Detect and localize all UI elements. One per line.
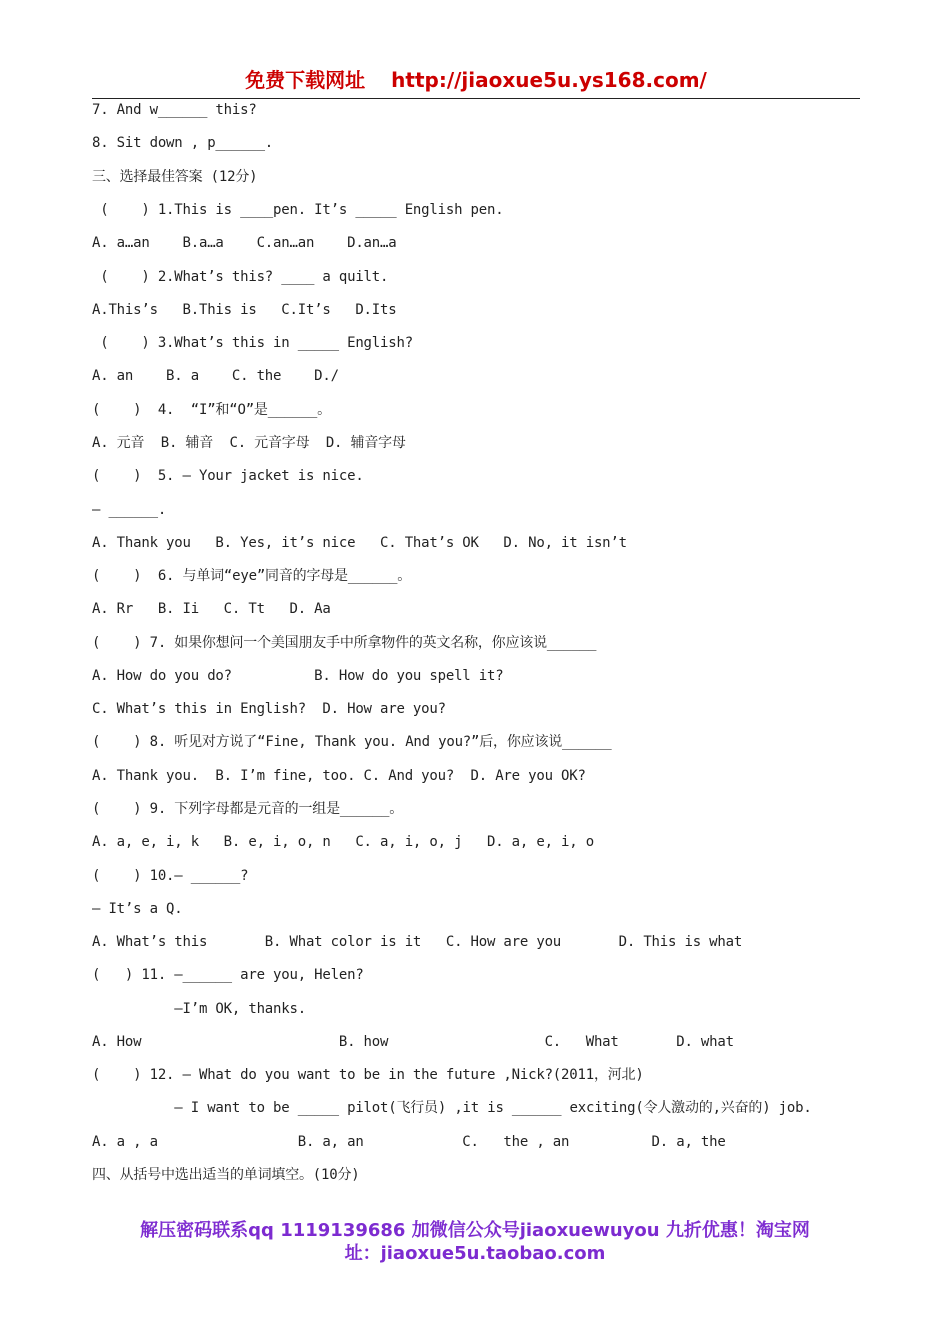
mc-question-5-reply: — ______. <box>92 502 167 518</box>
mc-question-4: ( ) 4. “I”和“O”是______。 <box>92 402 331 418</box>
mc-options-1: A. a…an B.a…a C.an…an D.an…a <box>92 235 397 251</box>
mc-options-10: A. What’s this B. What color is it C. How are you D. This is what <box>92 934 743 950</box>
mc-options-4: A. 元音 B. 辅音 C. 元音字母 D. 辅音字母 <box>92 435 406 451</box>
mc-question-12-reply: — I want to be _____ pilot(飞行员) ,it is ______ exciting(令人激动的,兴奋的) job. <box>92 1100 812 1116</box>
mc-question-11: ( ) 11. —______ are you, Helen? <box>92 967 364 983</box>
mc-question-7: ( ) 7. 如果你想问一个美国朋友手中所拿物件的英文名称，你应该说______ <box>92 635 597 651</box>
question-8-fill: 8. Sit down , p______. <box>92 135 274 151</box>
mc-options-7a: A. How do you do? B. How do you spell it? <box>92 668 504 684</box>
mc-options-2: A.This’s B.This is C.It’s D.Its <box>92 302 397 318</box>
mc-options-12: A. a , a B. a, an C. the , an D. a, the <box>92 1134 726 1150</box>
mc-question-12: ( ) 12. — What do you want to be in the future ,Nick?(2011，河北) <box>92 1067 644 1083</box>
header-label: 免费下载网址 <box>245 68 366 92</box>
mc-options-6: A. Rr B. Ii C. Tt D. Aa <box>92 601 331 617</box>
mc-question-9: ( ) 9. 下列字母都是元音的一组是______。 <box>92 801 404 817</box>
download-header <box>92 66 860 99</box>
mc-options-7b: C. What’s this in English? D. How are you? <box>92 701 446 717</box>
mc-question-5: ( ) 5. — Your jacket is nice. <box>92 468 364 484</box>
mc-options-5: A. Thank you B. Yes, it’s nice C. That’s OK D. No, it isn’t <box>92 535 627 551</box>
section-4-heading: 四、从括号中选出适当的单词填空。(10分) <box>92 1167 360 1183</box>
footer-shop-url[interactable]: 址：jiaoxue5u.taobao.com <box>344 1243 606 1264</box>
mc-question-10-reply: — It’s a Q. <box>92 901 183 917</box>
mc-question-11-reply: —I’m OK, thanks. <box>92 1001 306 1017</box>
mc-question-8: ( ) 8. 听见对方说了“Fine, Thank you. And you?”后，你应该说______ <box>92 734 612 750</box>
section-3-heading: 三、选择最佳答案 (12分) <box>92 169 258 185</box>
mc-options-11: A. How B. how C. What D. what <box>92 1034 734 1050</box>
mc-options-3: A. an B. a C. the D./ <box>92 368 339 384</box>
mc-question-10: ( ) 10.— ______? <box>92 868 249 884</box>
mc-options-9: A. a, e, i, k B. e, i, o, n C. a, i, o, j D. a, e, i, o <box>92 834 594 850</box>
mc-question-2: ( ) 2.What’s this? ____ a quilt. <box>92 269 389 285</box>
question-7-fill: 7. And w______ this? <box>92 102 257 118</box>
mc-question-6: ( ) 6. 与单词“eye”同音的字母是______。 <box>92 568 412 584</box>
mc-options-8: A. Thank you. B. I’m fine, too. C. And you? D. Are you OK? <box>92 768 586 784</box>
mc-question-1: ( ) 1.This is ____pen. It’s _____ English pen. <box>92 202 504 218</box>
header-url-link[interactable]: http://jiaoxue5u.ys168.com/ <box>391 68 707 92</box>
mc-question-3: ( ) 3.What’s this in _____ English? <box>92 335 413 351</box>
footer-contact: 解压密码联系qq 1119139686 加微信公众号jiaoxuewuyou 九折优惠！淘宝网 <box>140 1220 810 1241</box>
